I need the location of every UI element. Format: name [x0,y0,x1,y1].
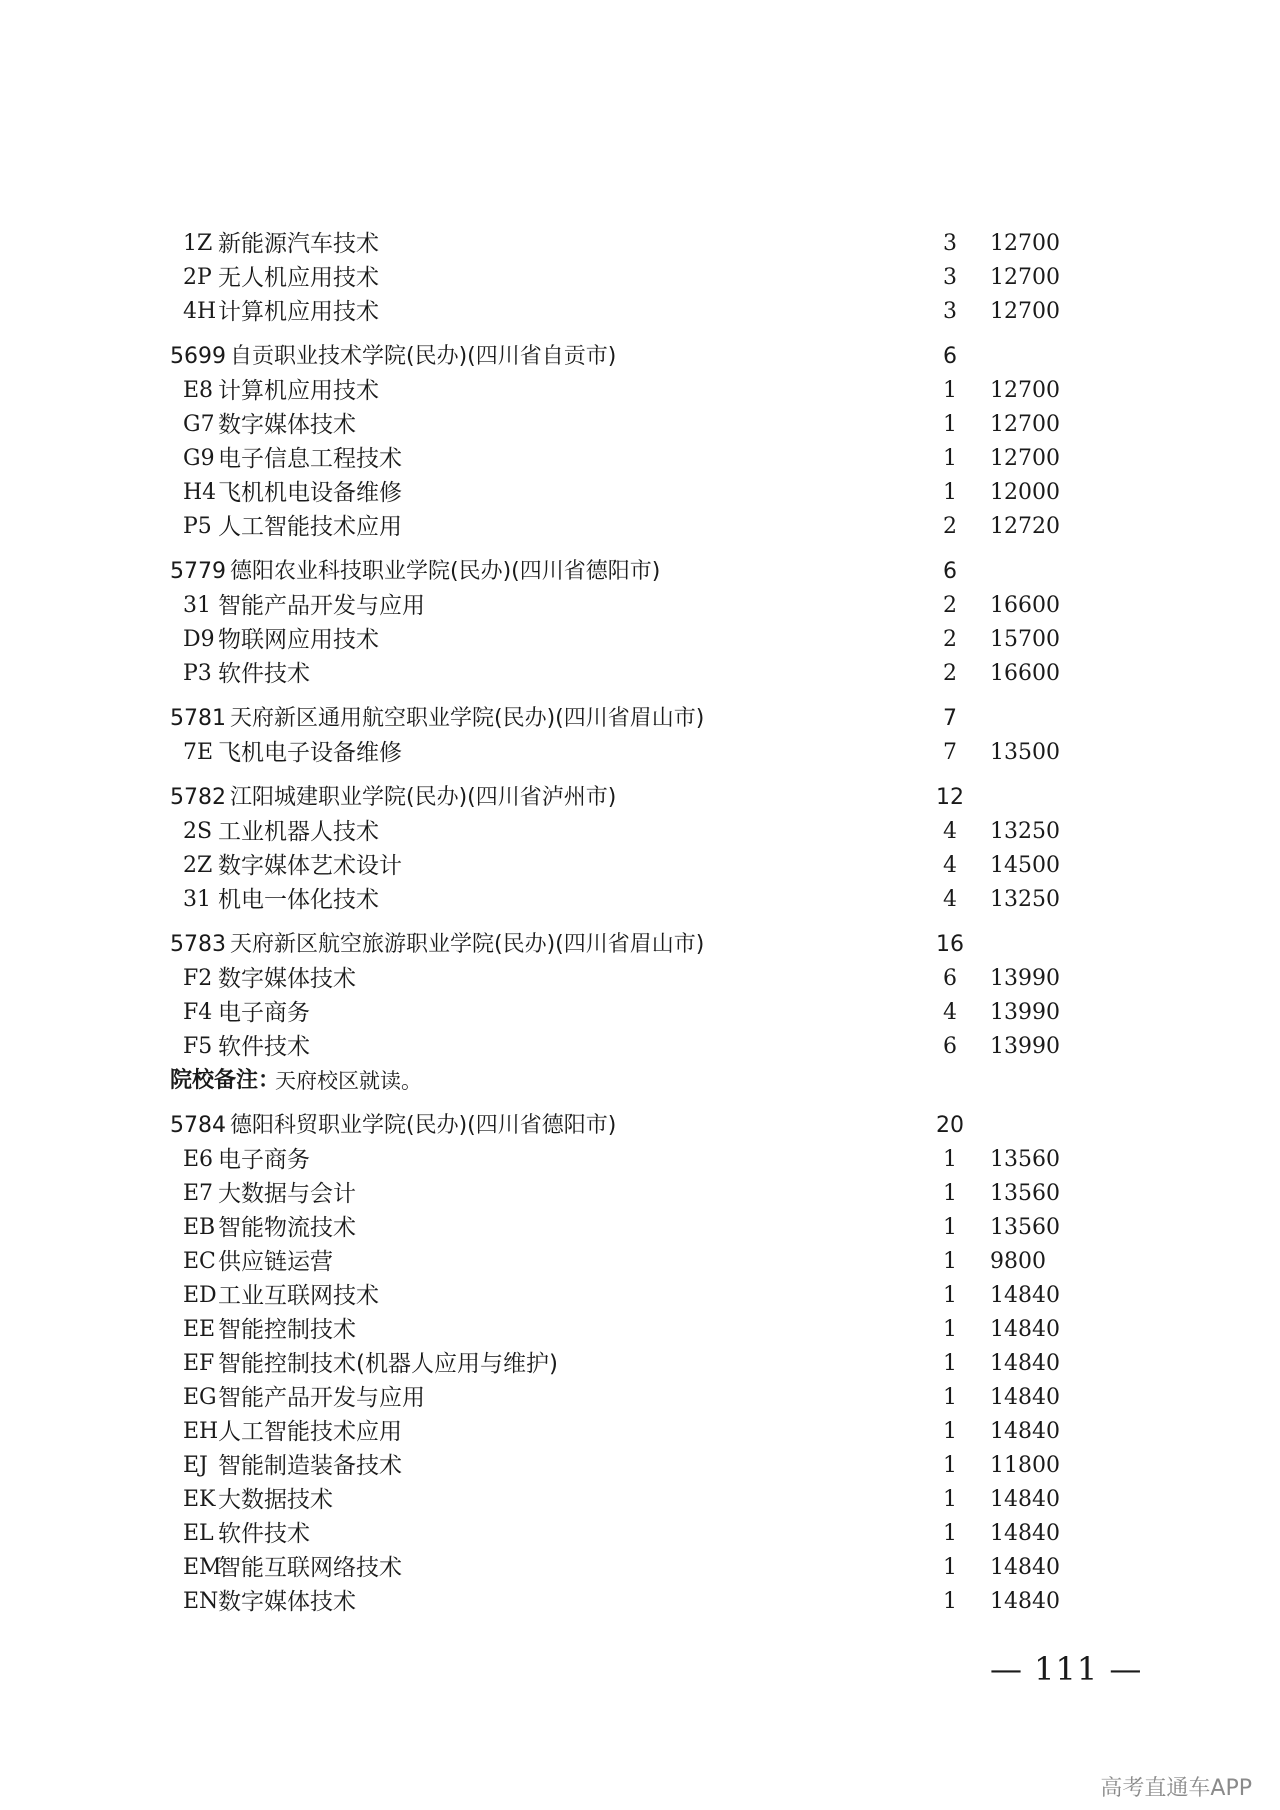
major-code: EL [183,1521,214,1546]
major-code: EM [183,1555,222,1580]
major-code: F2 [183,966,213,991]
major-row [0,962,1280,996]
major-name: 新能源汽车技术 [218,231,379,257]
major-row [0,815,1280,849]
major-name: 智能物流技术 [218,1215,356,1241]
major-code: G9 [183,446,215,471]
school-count: 16 [936,932,964,957]
school-code: 5784 [170,1113,226,1138]
major-count: 6 [943,1034,957,1059]
major-count: 2 [943,661,957,686]
major-name: 智能制造装备技术 [218,1453,402,1479]
major-count: 2 [943,593,957,618]
major-code: EC [183,1249,216,1274]
school-row [0,340,1280,374]
school-count: 12 [936,785,964,810]
major-count: 3 [943,231,957,256]
school-code: 5781 [170,706,226,731]
major-fee: 13560 [990,1181,1060,1206]
major-code: P5 [183,514,212,539]
major-count: 1 [943,1283,957,1308]
major-name: 工业互联网技术 [218,1283,379,1309]
major-code: 2P [183,265,212,290]
major-fee: 13250 [990,819,1060,844]
major-fee: 13990 [990,1034,1060,1059]
school-code: 5779 [170,559,226,584]
school-name: 天府新区通用航空职业学院(民办)(四川省眉山市) [230,706,705,731]
major-fee: 12700 [990,446,1060,471]
major-fee: 12700 [990,412,1060,437]
major-count: 1 [943,1351,957,1376]
major-fee: 14840 [990,1317,1060,1342]
major-row [0,1449,1280,1483]
school-code: 5699 [170,344,226,369]
major-count: 1 [943,1215,957,1240]
major-code: 31 [183,887,211,912]
major-name: 电子信息工程技术 [218,446,402,472]
major-code: 2Z [183,853,213,878]
major-row [0,623,1280,657]
major-fee: 14840 [990,1487,1060,1512]
major-code: 2S [183,819,213,844]
school-count: 6 [943,344,957,369]
major-name: 人工智能技术应用 [218,514,402,540]
school-count: 6 [943,559,957,584]
major-fee: 14840 [990,1521,1060,1546]
major-count: 2 [943,627,957,652]
school-row [0,781,1280,815]
major-row [0,883,1280,917]
major-code: H4 [183,480,217,505]
major-fee: 13560 [990,1215,1060,1240]
note-text: 天府校区就读。 [275,1069,422,1093]
major-count: 4 [943,1000,957,1025]
major-name: 电子商务 [218,1147,310,1173]
major-code: EF [183,1351,215,1376]
major-fee: 11800 [990,1453,1060,1478]
school-code: 5783 [170,932,226,957]
major-name: 电子商务 [218,1000,310,1026]
major-row [0,1177,1280,1211]
major-fee: 14840 [990,1589,1060,1614]
major-code: E6 [183,1147,214,1172]
major-name: 智能产品开发与应用 [218,593,425,619]
major-row [0,476,1280,510]
major-code: F4 [183,1000,213,1025]
major-row [0,736,1280,770]
major-name: 数字媒体艺术设计 [218,853,402,879]
major-fee: 16600 [990,661,1060,686]
major-row [0,1347,1280,1381]
major-name: 智能产品开发与应用 [218,1385,425,1411]
major-row [0,374,1280,408]
major-name: 智能控制技术 [218,1317,356,1343]
major-fee: 12720 [990,514,1060,539]
major-count: 1 [943,412,957,437]
major-name: 机电一体化技术 [218,887,379,913]
major-code: G7 [183,412,215,437]
major-code: EB [183,1215,216,1240]
major-fee: 14840 [990,1419,1060,1444]
major-fee: 15700 [990,627,1060,652]
school-name: 德阳农业科技职业学院(民办)(四川省德阳市) [230,559,661,584]
major-code: 4H [183,299,217,324]
major-name: 软件技术 [218,661,310,687]
major-code: 7E [183,740,214,765]
major-count: 4 [943,887,957,912]
major-row [0,261,1280,295]
major-count: 1 [943,1249,957,1274]
major-row [0,295,1280,329]
major-count: 3 [943,265,957,290]
major-row [0,1483,1280,1517]
major-name: 数字媒体技术 [218,412,356,438]
major-row [0,1313,1280,1347]
major-row [0,657,1280,691]
major-name: 人工智能技术应用 [218,1419,402,1445]
school-row [0,702,1280,736]
major-row [0,408,1280,442]
major-row [0,1211,1280,1245]
major-code: E8 [183,378,214,403]
major-code: ED [183,1283,217,1308]
major-name: 大数据技术 [218,1487,333,1513]
major-count: 1 [943,1453,957,1478]
major-count: 4 [943,819,957,844]
major-row [0,589,1280,623]
major-row [0,1585,1280,1619]
major-name: 计算机应用技术 [218,299,379,325]
major-name: 供应链运营 [218,1249,333,1275]
school-row [0,555,1280,589]
major-code: D9 [183,627,215,652]
major-fee: 14840 [990,1351,1060,1376]
major-count: 1 [943,378,957,403]
major-fee: 14840 [990,1385,1060,1410]
major-count: 4 [943,853,957,878]
major-count: 2 [943,514,957,539]
major-name: 数字媒体技术 [218,966,356,992]
major-count: 1 [943,480,957,505]
major-fee: 14500 [990,853,1060,878]
major-code: F5 [183,1034,213,1059]
school-row [0,928,1280,962]
major-name: 数字媒体技术 [218,1589,356,1615]
major-row [0,1517,1280,1551]
major-fee: 13990 [990,1000,1060,1025]
major-count: 1 [943,1487,957,1512]
major-count: 1 [943,446,957,471]
major-code: EN [183,1589,219,1614]
school-note [0,1064,1280,1098]
school-name: 天府新区航空旅游职业学院(民办)(四川省眉山市) [230,932,705,957]
school-name: 自贡职业技术学院(民办)(四川省自贡市) [230,344,617,369]
major-fee: 12700 [990,265,1060,290]
major-fee: 16600 [990,593,1060,618]
school-name: 江阳城建职业学院(民办)(四川省泸州市) [230,785,617,810]
major-name: 飞机电子设备维修 [218,740,402,766]
major-count: 3 [943,299,957,324]
major-code: EJ [183,1453,208,1478]
note-label: 院校备注： [170,1068,281,1093]
major-name: 智能互联网络技术 [218,1555,402,1581]
major-code: 31 [183,593,211,618]
major-fee: 13250 [990,887,1060,912]
school-row [0,1109,1280,1143]
major-name: 大数据与会计 [218,1181,356,1207]
major-row [0,1415,1280,1449]
school-name: 德阳科贸职业学院(民办)(四川省德阳市) [230,1113,617,1138]
major-count: 6 [943,966,957,991]
major-name: 软件技术 [218,1521,310,1547]
major-count: 1 [943,1521,957,1546]
major-count: 1 [943,1589,957,1614]
major-count: 1 [943,1147,957,1172]
major-row [0,849,1280,883]
major-row [0,1279,1280,1313]
major-name: 飞机机电设备维修 [218,480,402,506]
major-row [0,996,1280,1030]
school-count: 7 [943,706,957,731]
school-code: 5782 [170,785,226,810]
major-code: E7 [183,1181,214,1206]
major-code: 1Z [183,231,213,256]
major-name: 物联网应用技术 [218,627,379,653]
school-count: 20 [936,1113,964,1138]
major-name: 计算机应用技术 [218,378,379,404]
major-fee: 12700 [990,231,1060,256]
major-count: 1 [943,1419,957,1444]
major-name: 无人机应用技术 [218,265,379,291]
major-code: EG [183,1385,217,1410]
major-code: EE [183,1317,216,1342]
major-count: 1 [943,1555,957,1580]
major-count: 1 [943,1181,957,1206]
major-fee: 12000 [990,480,1060,505]
major-fee: 9800 [990,1249,1046,1274]
major-code: EK [183,1487,216,1512]
major-row [0,510,1280,544]
major-name: 智能控制技术(机器人应用与维护) [218,1351,558,1377]
major-row [0,442,1280,476]
page-number: — 111 — [990,1650,1143,1688]
major-count: 1 [943,1385,957,1410]
major-count: 7 [943,740,957,765]
major-row [0,227,1280,261]
major-row [0,1551,1280,1585]
watermark: 高考直通车APP [1100,1776,1252,1801]
major-name: 软件技术 [218,1034,310,1060]
major-row [0,1030,1280,1064]
major-row [0,1245,1280,1279]
major-name: 工业机器人技术 [218,819,379,845]
major-fee: 13560 [990,1147,1060,1172]
major-fee: 13990 [990,966,1060,991]
major-row [0,1143,1280,1177]
major-code: P3 [183,661,212,686]
major-fee: 12700 [990,299,1060,324]
major-code: EH [183,1419,219,1444]
major-row [0,1381,1280,1415]
major-fee: 14840 [990,1555,1060,1580]
major-count: 1 [943,1317,957,1342]
major-fee: 14840 [990,1283,1060,1308]
major-fee: 12700 [990,378,1060,403]
major-fee: 13500 [990,740,1060,765]
